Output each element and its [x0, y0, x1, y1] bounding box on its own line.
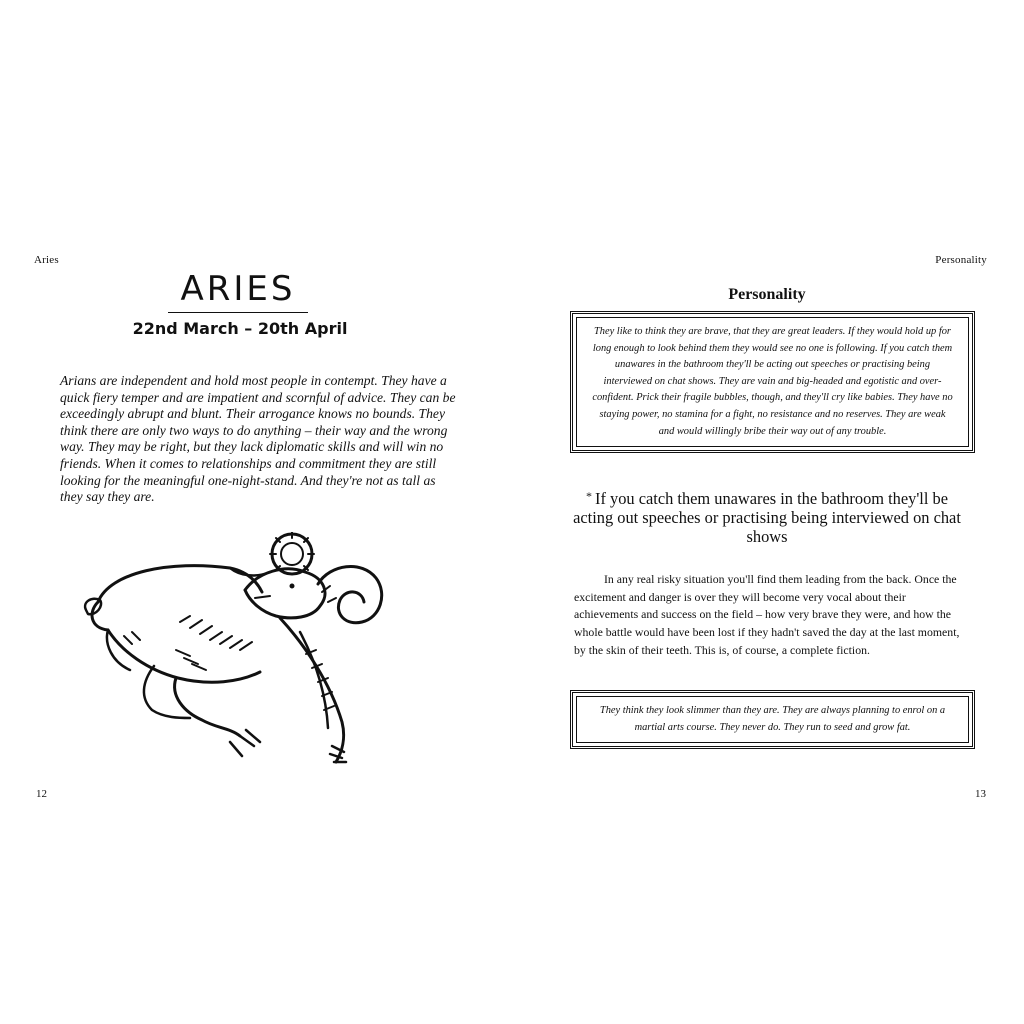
asterisk-icon: * — [586, 489, 593, 503]
boxed-quote-top — [570, 311, 975, 453]
page-number-left: 12 — [36, 788, 47, 800]
title-underline — [168, 312, 308, 313]
pull-quote-text: If you catch them unawares in the bathroom they'll be acting out speeches or practising being interviewed on chat shows — [573, 489, 961, 546]
body-paragraph: In any real risky situation you'll find them leading from the back. Once the excitement and danger is over they will become very vocal about their achievements and success on the field – how very brave they were, and how the whole battle would have been lost if they hadn't saved the day at the last moment, by the skin of their teeth. This is, of course, a complete fiction. — [574, 572, 960, 657]
boxed-quote-top-text: They like to think they are brave, that they are great leaders. If they would hold up for long enough to look behind them they would see no one is following. If you catch them unawares in the bathroom they'll be acting out speeches or practising being interviewed on chat shows. They are vain and big-headed and egotistic and over-confident. Prick their fragile bubbles, though, and they'll cry like babies. They have no staying power, no stamina for a fight, no resistance and no reserves. They are weak and would willingly bribe their way out of any trouble. — [592, 326, 953, 437]
section-title: Personality — [728, 286, 806, 303]
pull-quote — [567, 487, 967, 546]
boxed-quote-bottom — [570, 690, 975, 749]
page-title: ARIES — [180, 269, 296, 309]
boxed-quote-bottom-text: They think they look slimmer than they are. They are always planning to enrol on a martial arts course. They never do. They run to seed and grow fat. — [599, 705, 946, 733]
date-range: 22nd March – 20th April — [132, 319, 348, 338]
right-page — [512, 0, 1024, 1024]
ram-illustration — [80, 532, 400, 772]
running-head-right: Personality — [935, 254, 987, 266]
intro-paragraph: Arians are independent and hold most people in contempt. They have a quick fiery temper and are impatient and scornful of advice. They can be exceedingly abrupt and blunt. Their arrogance knows no bounds. They think there are only two ways to do anything – their way and the wrong way. They may be right, but they lack diplomatic skills and will win no friends. When it comes to relationships and commitment they are still looking for the meaningful one-night-stand. And they're not as tall as they say they are. — [60, 373, 456, 505]
page-number-right: 13 — [975, 788, 986, 800]
running-head-left: Aries — [34, 254, 59, 266]
